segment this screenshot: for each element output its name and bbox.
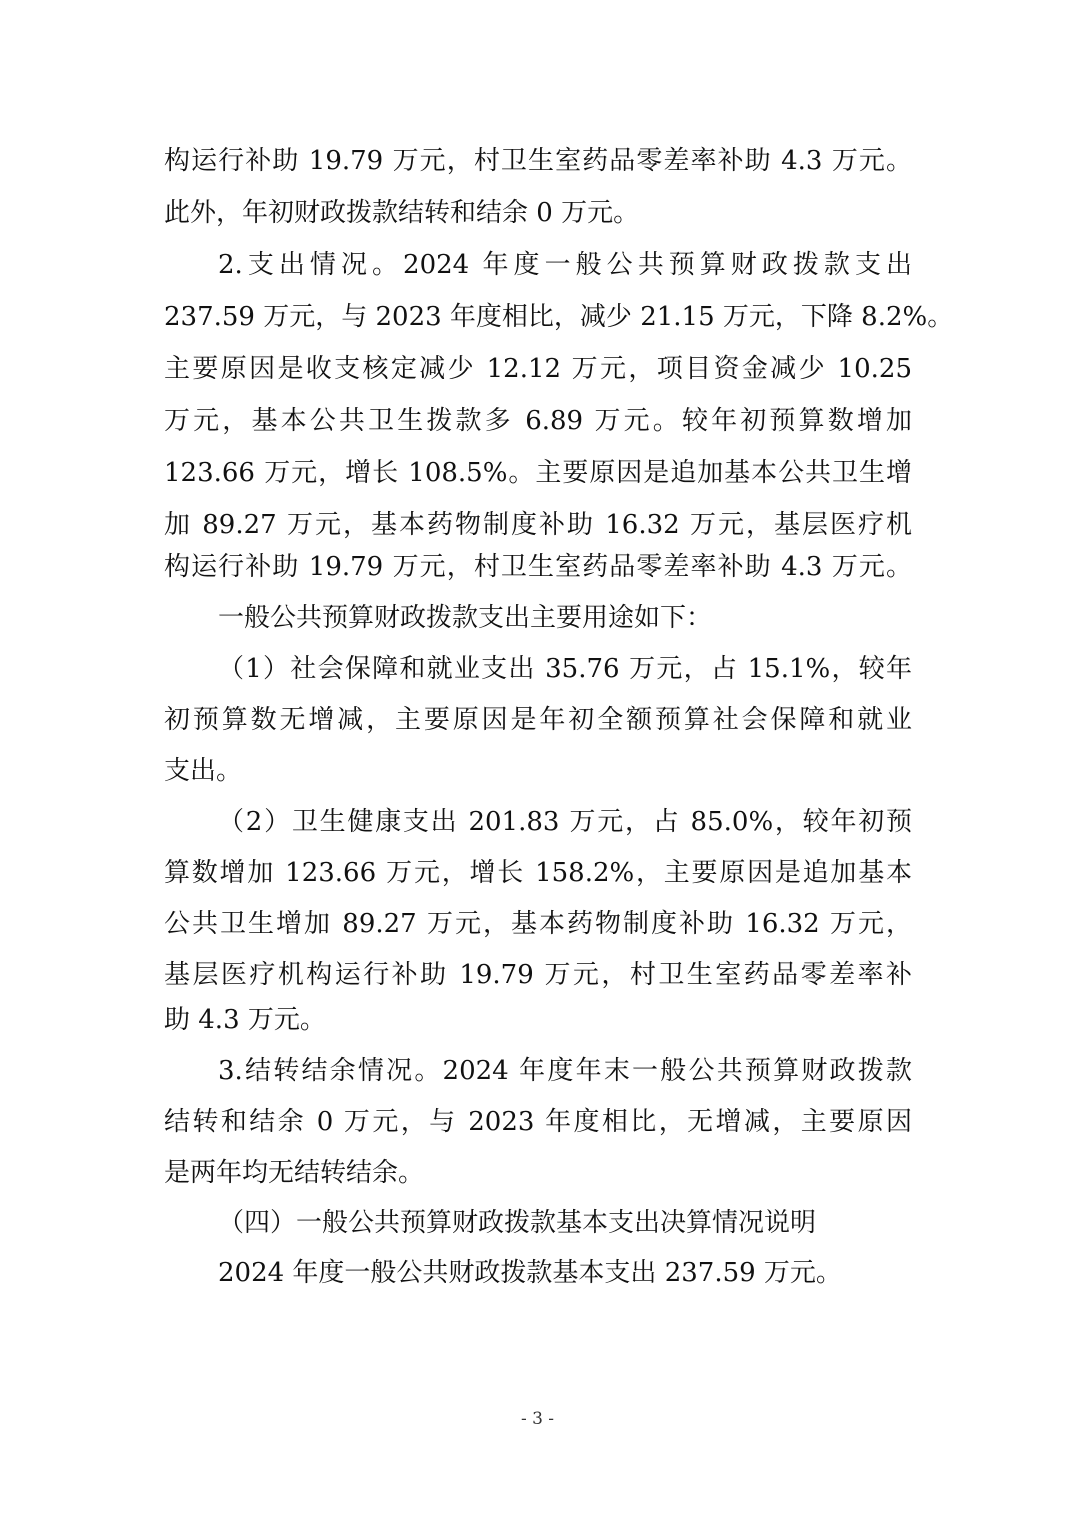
paragraph-line: 结转和结余 0 万元，与 2023 年度相比，无增减，主要原因 <box>164 1107 912 1137</box>
paragraph-line: 237.59 万元，与 2023 年度相比，减少 21.15 万元，下降 8.2%。 <box>164 302 954 332</box>
paragraph-line: （2）卫生健康支出 201.83 万元，占 85.0%，较年初预 <box>218 807 912 837</box>
paragraph-line: （1）社会保障和就业支出 35.76 万元，占 15.1%，较年 <box>218 654 912 684</box>
section-heading: （四）一般公共预算财政拨款基本支出决算情况说明 <box>218 1208 817 1238</box>
paragraph-line: 基层医疗机构运行补助 19.79 万元，村卫生室药品零差率补 <box>164 960 912 990</box>
paragraph-line: 3.结转结余情况。2024 年度年末一般公共预算财政拨款 <box>218 1056 912 1086</box>
paragraph-line: 主要原因是收支核定减少 12.12 万元，项目资金减少 10.25 <box>164 354 912 384</box>
paragraph-line: 此外，年初财政拨款结转和结余 0 万元。 <box>164 198 640 228</box>
paragraph-line: 支出。 <box>164 756 243 786</box>
paragraph-line: 构运行补助 19.79 万元，村卫生室药品零差率补助 4.3 万元。 <box>164 146 912 176</box>
paragraph-line: 初预算数无增减，主要原因是年初全额预算社会保障和就业 <box>164 705 912 735</box>
paragraph-line: 助 4.3 万元。 <box>164 1005 326 1035</box>
paragraph-line: 2024 年度一般公共财政拨款基本支出 237.59 万元。 <box>218 1258 842 1288</box>
paragraph-line: 公共卫生增加 89.27 万元，基本药物制度补助 16.32 万元， <box>164 909 912 939</box>
paragraph-line: 构运行补助 19.79 万元，村卫生室药品零差率补助 4.3 万元。 <box>164 552 912 582</box>
paragraph-line: 算数增加 123.66 万元，增长 158.2%，主要原因是追加基本 <box>164 858 912 888</box>
paragraph-line: 一般公共预算财政拨款支出主要用途如下： <box>218 603 713 633</box>
paragraph-line: 加 89.27 万元，基本药物制度补助 16.32 万元，基层医疗机 <box>164 510 912 540</box>
page-number: - 3 - <box>520 1409 555 1429</box>
paragraph-line: 123.66 万元，增长 108.5%。主要原因是追加基本公共卫生增 <box>164 458 912 488</box>
paragraph-line: 万元，基本公共卫生拨款多 6.89 万元。较年初预算数增加 <box>164 406 912 436</box>
paragraph-line: 是两年均无结转结余。 <box>164 1158 425 1188</box>
paragraph-line: 2.支出情况。2024 年度一般公共预算财政拨款支出 <box>218 250 912 280</box>
